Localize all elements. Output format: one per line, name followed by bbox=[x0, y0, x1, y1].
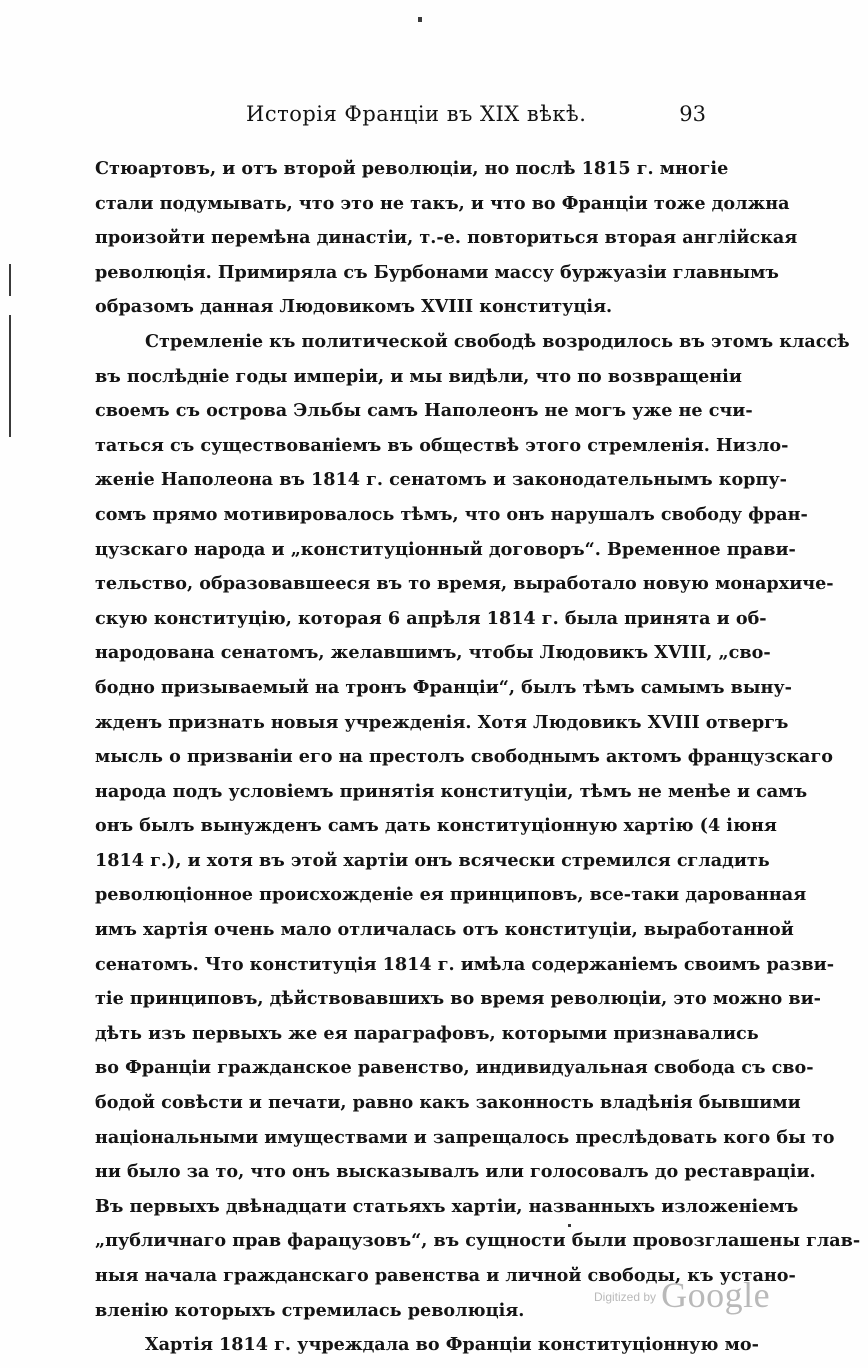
text-line: имъ хартія очень мало отличалась отъ конституціи, выработанной bbox=[95, 919, 794, 941]
page-number: 93 bbox=[679, 102, 706, 126]
text-line: сенатомъ. Что конституція 1814 г. имѣла содержаніемъ своимъ разви- bbox=[95, 953, 835, 975]
text-line: революціонное происхожденіе ея принциповъ, все-таки дарованная bbox=[95, 884, 807, 906]
text-line: стали подумывать, что это не такъ, и что во Франціи тоже должна bbox=[95, 192, 790, 214]
text-line: вленію которыхъ стремилась революція. bbox=[95, 1299, 525, 1321]
google-logo: Google bbox=[661, 1275, 771, 1315]
text-line: 1814 г.), и хотя въ этой хартіи онъ всячески стремился сгладить bbox=[95, 849, 770, 871]
watermark-prefix: Digitized by bbox=[594, 1290, 657, 1304]
text-line: скую конституцію, которая 6 апрѣля 1814 г. была принята и об- bbox=[95, 607, 767, 629]
text-line: тіе принциповъ, дѣйствовавшихъ во время революціи, это можно ви- bbox=[95, 988, 821, 1010]
text-line: Въ первыхъ двѣнадцати статьяхъ хартіи, названныхъ изложеніемъ bbox=[95, 1195, 799, 1217]
margin-rule-mark bbox=[9, 315, 11, 437]
digitized-by-watermark bbox=[594, 1274, 770, 1318]
text-line: національными имуществами и запрещалось преслѣдовать кого бы то bbox=[95, 1126, 835, 1148]
text-line: „публичнаго прав фарацузовъ“, въ сущности были провозглашены глав- bbox=[95, 1230, 861, 1252]
text-line: революція. Примиряла съ Бурбонами массу буржуазіи главнымъ bbox=[95, 261, 779, 283]
paragraph-first-line: Стремленіе къ политической свободѣ возродилось въ этомъ классѣ bbox=[145, 330, 850, 352]
running-title: Исторія Франціи въ XIX вѣкѣ. bbox=[246, 102, 587, 126]
text-line: женіе Наполеона въ 1814 г. сенатомъ и законодательнымъ корпу- bbox=[95, 469, 787, 491]
paragraph-first-line: Хартія 1814 г. учреждала во Франціи конституціонную мо- bbox=[145, 1334, 759, 1356]
text-line: произойти перемѣна династіи, т.-е. повториться вторая англійская bbox=[95, 227, 798, 249]
margin-rule-mark bbox=[9, 264, 11, 296]
text-line: цузскаго народа и „конституціонный договоръ“. Временное прави- bbox=[95, 538, 796, 560]
text-line: въ послѣдніе годы имперіи, и мы видѣли, что по возвращеніи bbox=[95, 365, 742, 387]
running-header bbox=[90, 102, 710, 136]
text-line: бодно призываемый на тронъ Франціи“, былъ тѣмъ самымъ выну- bbox=[95, 676, 792, 698]
text-line: онъ былъ вынужденъ самъ дать конституціонную хартію (4 іюня bbox=[95, 815, 777, 837]
text-line: народа подъ условіемъ принятія конституціи, тѣмъ не менѣе и самъ bbox=[95, 780, 808, 802]
text-line: мысль о призваніи его на престолъ свободнымъ актомъ французскаго bbox=[95, 746, 833, 768]
text-line: сомъ прямо мотивировалось тѣмъ, что онъ нарушалъ свободу фран- bbox=[95, 503, 808, 525]
text-line: тельство, образовавшееся въ то время, выработало новую монархиче- bbox=[95, 573, 834, 595]
text-line: дѣть изъ первыхъ же ея параграфовъ, которыми признавались bbox=[95, 1022, 759, 1044]
text-line: таться съ существованіемъ въ обществѣ этого стремленія. Низло- bbox=[95, 434, 789, 456]
text-line: бодой совѣсти и печати, равно какъ законность владѣнія бывшими bbox=[95, 1092, 801, 1114]
text-line: ни было за то, что онъ высказывалъ или голосовалъ до реставраціи. bbox=[95, 1161, 816, 1183]
text-line: своемъ съ острова Эльбы самъ Наполеонъ не могъ уже не счи- bbox=[95, 400, 753, 422]
text-line: жденъ признать новыя учрежденія. Хотя Людовикъ XVIII отвергъ bbox=[95, 711, 789, 733]
text-line: Стюартовъ, и отъ второй революціи, но послѣ 1815 г. многіе bbox=[95, 158, 729, 179]
text-line: образомъ данная Людовикомъ XVIII конституція. bbox=[95, 296, 613, 318]
scan-speck bbox=[418, 17, 422, 22]
text-line: во Франціи гражданское равенство, индивидуальная свобода съ сво- bbox=[95, 1057, 814, 1079]
text-line: ныя начала гражданскаго равенства и личной свободы, къ устано- bbox=[95, 1265, 796, 1286]
text-line: народована сенатомъ, желавшимъ, чтобы Людовикъ XVIII, „сво- bbox=[95, 642, 771, 664]
